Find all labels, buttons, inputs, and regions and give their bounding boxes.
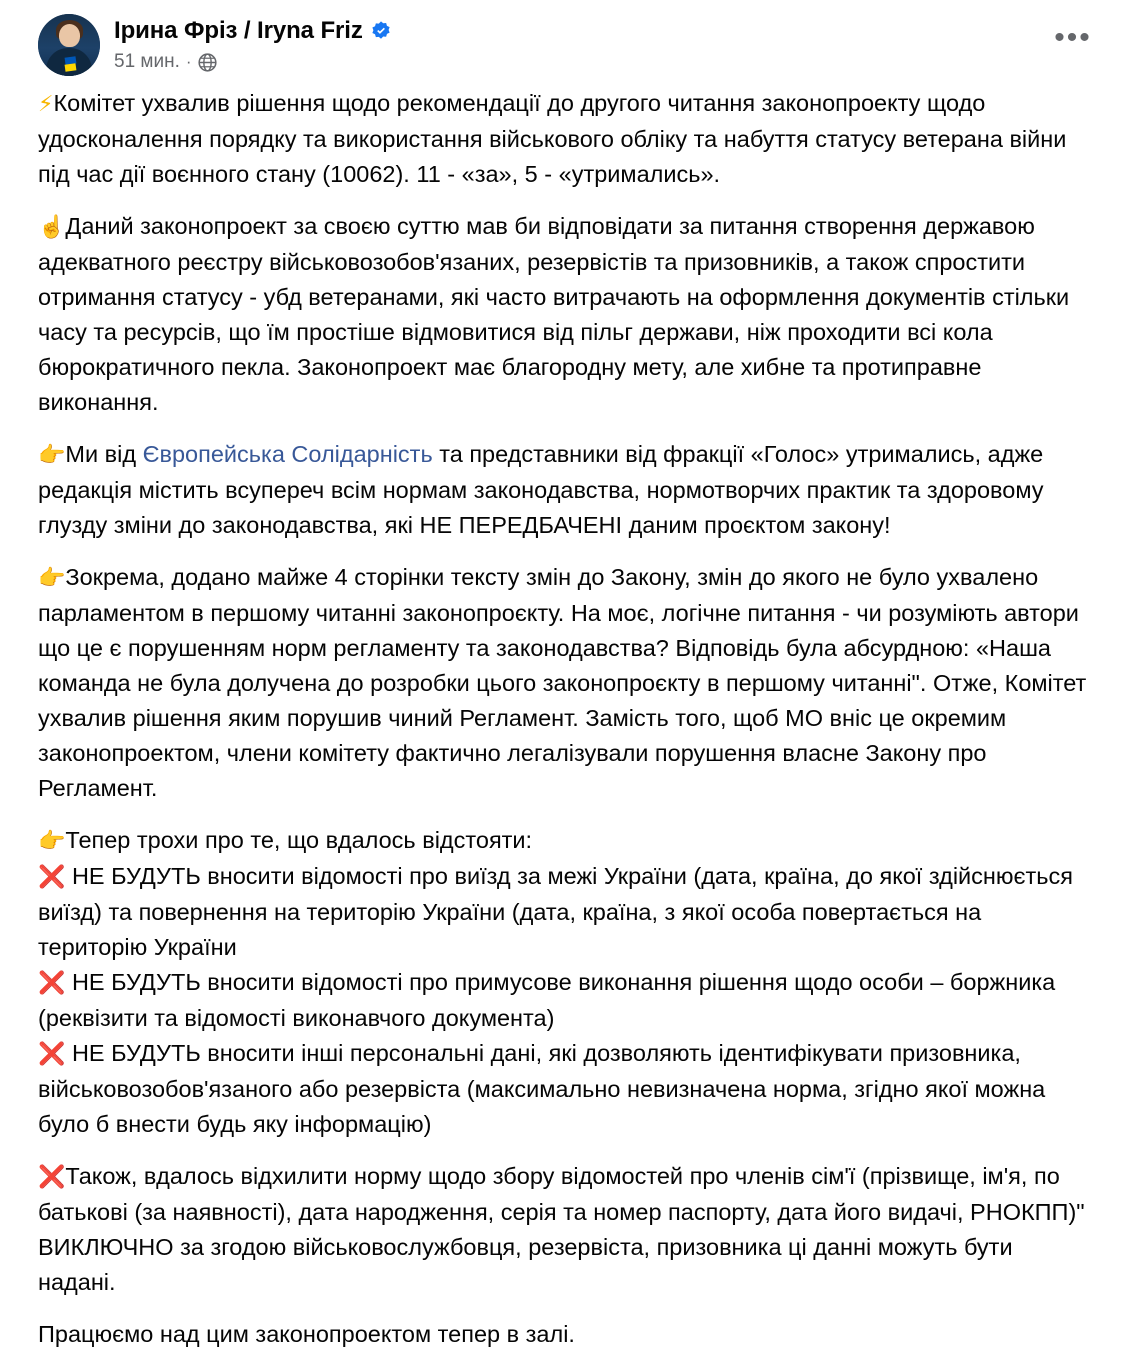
achievements-block <box>38 823 1095 1142</box>
paragraph-text: Зокрема, додано майже 4 сторінки тексту змін до Закону, змін до якого не було ухвалено парламентом в першому читанні законопроєкту. На моє, логічне питання - чи розуміють автори що це є порушенням норм регламенту та законодавства? Відповідь була абсурдною: «Наша команда не була долучена до розробки цього законопроєкту в першому читанні". Отже, Комітет ухвалив рішення яким порушив чиний Регламент. Замість того, щоб МО вніс це окремим законопроектом, члени комітету фактично легалізували порушення власне Закону про Регламент. <box>38 564 1087 801</box>
paragraph <box>38 209 1095 420</box>
cross-mark-icon: ❌ <box>38 1165 66 1190</box>
paragraph-text: Даний законопроект за своєю суттю мав би відповідати за питання створення державою адекватного реєстру військовозобов'язаних, резервістів та призовників, а також спростити отримання статусу - убд ветеранами, які часто витрачають на оформлення документів стільки часу та ресурсів, що їм простіше відмовитися від пільг держави, ніж проходити всі кола бюрократичного пекла. Законопроект має благородну мету, але хибне та протиправне виконання. <box>38 213 1070 415</box>
achievements-intro <box>38 823 1095 859</box>
avatar[interactable] <box>38 14 100 76</box>
pointing-right-icon: 👉 <box>38 566 66 591</box>
post-header-text <box>114 14 1037 74</box>
list-item <box>38 859 1095 965</box>
pointing-up-icon: ☝️ <box>38 215 66 240</box>
paragraph <box>38 86 1095 192</box>
pointing-right-icon: 👉 <box>38 443 66 468</box>
list-item-text: НЕ БУДУТЬ вносити відомості про виїзд за межі України (дата, країна, до якої здійснюється виїзд) та повернення на територію України (дата, країна, з якої особа повертається на територію України <box>38 863 1074 960</box>
cross-mark-icon: ❌ <box>38 971 66 996</box>
post-options-menu-icon[interactable]: ••• <box>1054 21 1092 54</box>
paragraph-text: Комітет ухвалив рішення щодо рекомендації до другого читання законопроекту щодо удосконалення порядку та використання військового обліку та набуття статусу ветерана війни під час дії воєнного стану (10062). 11 - «за», 5 - «утримались». <box>38 90 1067 187</box>
globe-icon[interactable] <box>198 53 217 72</box>
post-timestamp[interactable]: 51 мин. <box>114 51 180 72</box>
paragraph-text: Працюємо над цим законопроектом тепер в залі. <box>38 1321 575 1347</box>
paragraph-text: Також, вдалось відхилити норму щодо збору відомостей про членів сім'ї (прізвище, ім'я, по батькові (за наявності), дата народження, серія та номер паспорту, дата його видачі, РНОКПП)" ВИКЛЮЧНО за згодою військовослужбовця, резервіста, призовника ці данні можуть бути надані. <box>38 1163 1085 1295</box>
post-meta <box>114 50 1037 74</box>
paragraph-with-link <box>38 437 1095 543</box>
party-link[interactable]: Європейська Солідарність <box>142 441 433 467</box>
list-item-text: НЕ БУДУТЬ вносити інші персональні дані, які дозволяють ідентифікувати призовника, військовозобов'язаного або резервіста (максимально невизначена норма, згідно якої можна було б внести будь яку інформацію) <box>38 1040 1046 1137</box>
list-item <box>38 1036 1095 1142</box>
cross-mark-icon: ❌ <box>38 865 66 890</box>
verified-badge-icon <box>370 20 392 42</box>
cross-mark-icon: ❌ <box>38 1042 66 1067</box>
meta-separator: · <box>185 52 192 71</box>
closing-paragraph <box>38 1317 1095 1352</box>
post-header <box>38 14 1095 86</box>
achievements-intro-text: Тепер трохи про те, що вдалось відстояти: <box>65 827 533 853</box>
post-body <box>38 86 1095 1352</box>
pointing-right-icon: 👉 <box>38 829 66 854</box>
author-name[interactable]: Ірина Фріз / Iryna Friz <box>114 17 363 44</box>
paragraph <box>38 560 1095 806</box>
paragraph-text-before-link: Ми від <box>65 441 143 467</box>
list-item-text: НЕ БУДУТЬ вносити відомості про примусове виконання рішення щодо особи – боржника (реквізити та відомості виконавчого документа) <box>38 969 1056 1031</box>
paragraph <box>38 1159 1095 1300</box>
paragraph-text-after-link: та представники від фракції «Голос» утримались, адже редакція містить всупереч всім нормам законодавства, нормотворчих практик та здоровому глузду зміни до законодавства, які НЕ ПЕРЕДБАЧЕНІ даним проєктом закону! <box>38 441 1044 538</box>
list-item <box>38 965 1095 1036</box>
lightning-icon: ⚡ <box>38 92 54 117</box>
author-row <box>114 16 1037 46</box>
avatar-face <box>59 24 80 47</box>
